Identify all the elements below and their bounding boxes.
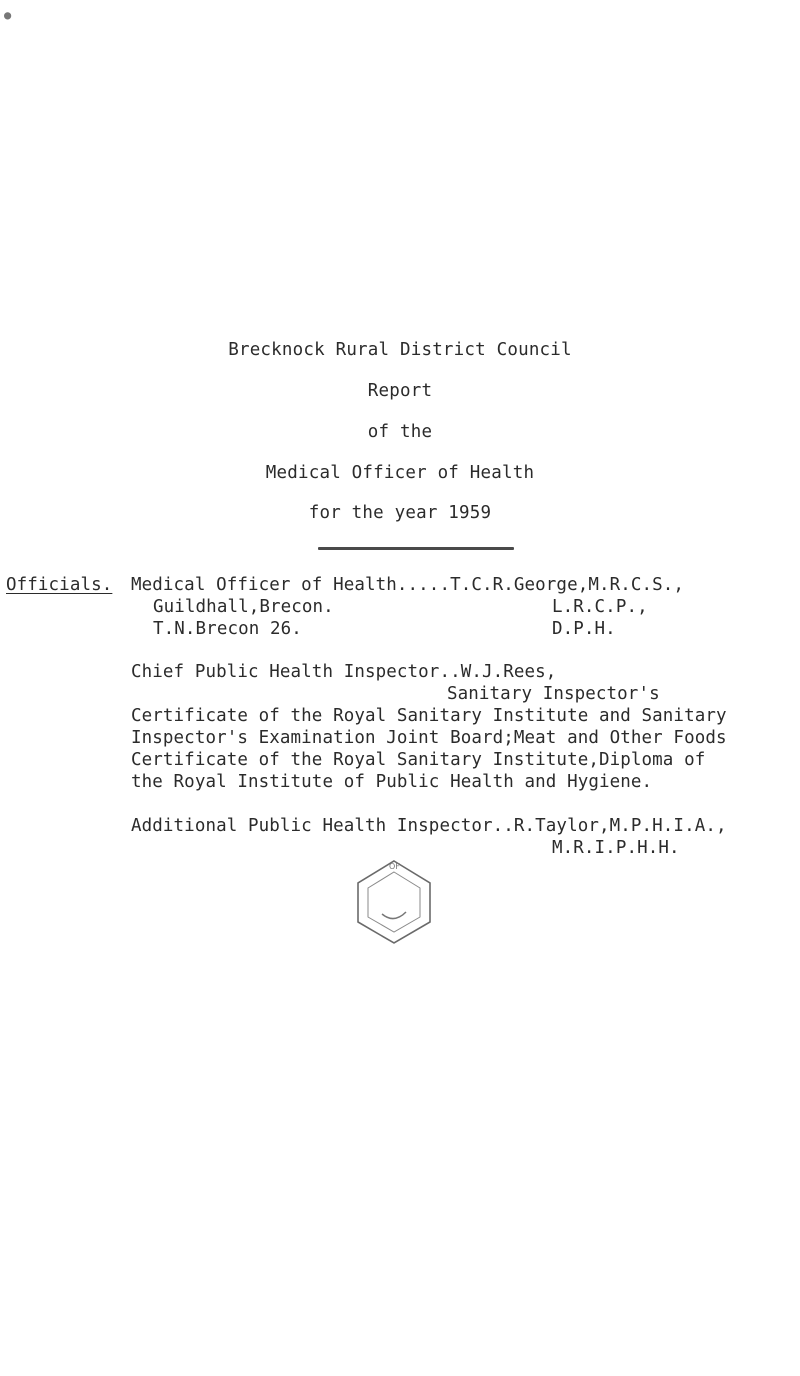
aphi-line-1: Additional Public Health Inspector..R.Taylor,M.P.H.I.A., (131, 816, 727, 836)
report-title: Report (367, 381, 433, 401)
scan-mark-icon: ● (4, 8, 12, 22)
cphi-line-5: Certificate of the Royal Sanitary Institute,Diploma of (131, 750, 706, 770)
library-stamp-icon (352, 858, 436, 946)
cphi-line-3: Certificate of the Royal Sanitary Institute and Sanitary (131, 706, 727, 726)
council-name: Brecknock Rural District Council (228, 340, 572, 360)
cphi-line-4: Inspector's Examination Joint Board;Meat and Other Foods (131, 728, 727, 748)
cphi-line-6: the Royal Institute of Public Health and Hygiene. (131, 772, 653, 792)
cphi-line-2: Sanitary Inspector's (447, 684, 660, 704)
officials-heading: Officials. (6, 575, 113, 595)
section-divider (318, 547, 514, 550)
report-of-the: of the (367, 422, 433, 442)
aphi-line-2: M.R.I.P.H.H. (552, 838, 680, 858)
report-subject: Medical Officer of Health (265, 463, 535, 483)
moh-line-1: Medical Officer of Health.....T.C.R.George,M.R.C.S., (131, 575, 685, 595)
moh-phone: T.N.Brecon 26. (153, 619, 302, 639)
moh-address: Guildhall,Brecon. (153, 597, 334, 617)
moh-qual-3: D.P.H. (552, 619, 616, 639)
cphi-line-1: Chief Public Health Inspector..W.J.Rees, (131, 662, 557, 682)
moh-qual-2: L.R.C.P., (552, 597, 648, 617)
svg-text:OF: OF (389, 862, 400, 871)
report-year: for the year 1959 (308, 503, 492, 523)
